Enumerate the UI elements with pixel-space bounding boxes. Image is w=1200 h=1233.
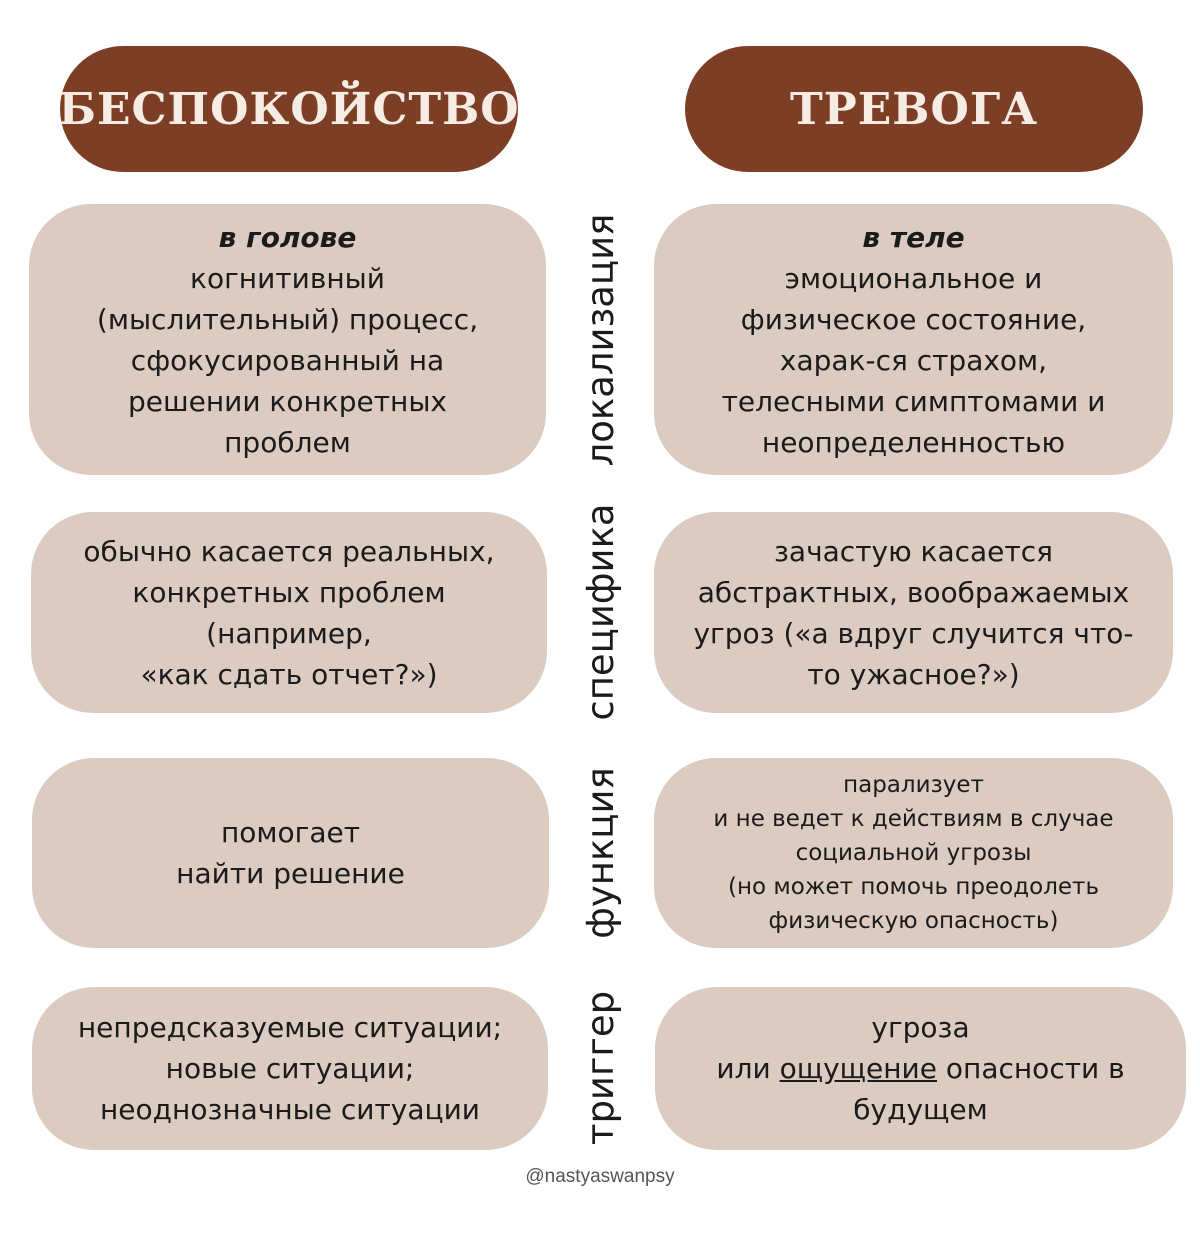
card-line: угроза bbox=[871, 1011, 970, 1044]
card-line: будущем bbox=[853, 1093, 988, 1126]
card-line: телесными симптомами и bbox=[721, 384, 1106, 418]
card-title: в голове bbox=[218, 220, 357, 254]
card-anxiety-function bbox=[654, 758, 1173, 948]
card-anxiety-specifics bbox=[654, 512, 1173, 713]
row-label-localization: локализация bbox=[578, 213, 622, 467]
card-worry-localization bbox=[29, 204, 546, 475]
row-label-function: функция bbox=[578, 767, 622, 939]
card-line: сфокусированный на bbox=[130, 343, 445, 377]
watermark: @nastyaswanpsy bbox=[525, 1166, 675, 1187]
card-line: (например, bbox=[206, 616, 372, 650]
row-label-specifics: специфика bbox=[578, 503, 622, 721]
underlined-word: ощущение bbox=[779, 1052, 937, 1085]
card-line: решении конкретных bbox=[127, 384, 447, 418]
card-line: новые ситуации; bbox=[165, 1052, 415, 1085]
card-line: найти решение bbox=[176, 857, 405, 890]
card-line: неоднозначные ситуации bbox=[100, 1093, 480, 1126]
card-line: социальной угрозы bbox=[795, 840, 1032, 866]
card-line: физическое состояние, bbox=[740, 302, 1087, 336]
card-line: неопределенностью bbox=[761, 425, 1066, 459]
card-line: конкретных проблем bbox=[132, 575, 446, 609]
card-line: физическую опасность) bbox=[768, 908, 1059, 934]
card-title: в теле bbox=[862, 220, 965, 254]
card-line: «как сдать отчет?») bbox=[140, 657, 438, 691]
card-anxiety-localization bbox=[654, 204, 1173, 475]
text-fragment: или bbox=[716, 1052, 780, 1085]
card-line: (мыслительный) процесс, bbox=[96, 302, 479, 336]
card-line: харак-ся страхом, bbox=[779, 343, 1048, 377]
card-line: парализует bbox=[843, 772, 984, 798]
card-line: обычно касается реальных, bbox=[83, 534, 495, 568]
card-line: зачастую касается bbox=[774, 534, 1053, 568]
card-worry-function bbox=[32, 758, 549, 948]
card-line: (но может помочь преодолеть bbox=[727, 874, 1100, 900]
card-line: и не ведет к действиям в случае bbox=[713, 806, 1114, 832]
card-line: непредсказуемые ситуации; bbox=[77, 1011, 503, 1044]
card-worry-trigger bbox=[32, 987, 548, 1150]
card-line: абстрактных, воображаемых bbox=[697, 575, 1130, 609]
row-label-trigger: триггер bbox=[578, 990, 622, 1146]
card-line: то ужасное?») bbox=[807, 657, 1020, 691]
header-anxiety: ТРЕВОГА bbox=[685, 46, 1143, 172]
header-worry: БЕСПОКОЙСТВО bbox=[60, 46, 518, 172]
card-line: эмоциональное и bbox=[784, 261, 1043, 295]
card-worry-specifics bbox=[31, 512, 547, 713]
card-line: когнитивный bbox=[190, 261, 385, 295]
card-line: помогает bbox=[220, 816, 361, 849]
card-line bbox=[716, 1048, 1124, 1089]
card-line: угроз («а вдруг случится что- bbox=[693, 616, 1134, 650]
card-line: проблем bbox=[224, 425, 351, 459]
text-fragment: опасности в bbox=[936, 1052, 1125, 1085]
card-anxiety-trigger bbox=[655, 987, 1186, 1150]
